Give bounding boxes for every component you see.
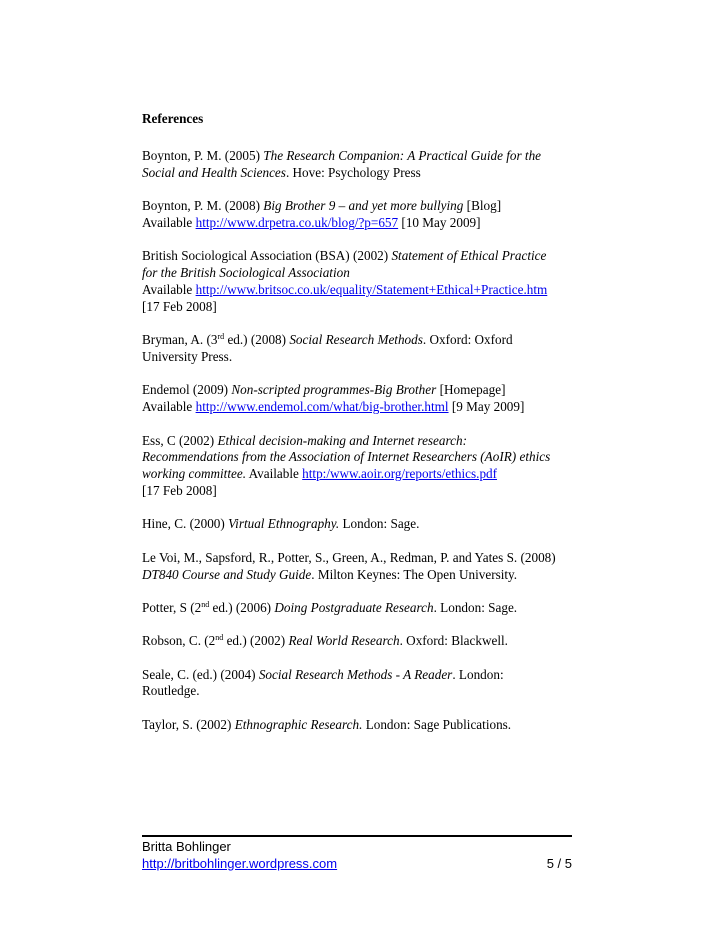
reference-text: Boynton, P. M. (2005) bbox=[142, 148, 264, 163]
title-text: Virtual Ethnography. bbox=[228, 516, 340, 532]
footer-divider bbox=[142, 835, 572, 837]
title-text: DT840 Course and Study Guide bbox=[142, 566, 312, 582]
reference-line bbox=[142, 265, 574, 282]
reference-text: ed.) (2006) bbox=[209, 599, 275, 615]
reference-line bbox=[142, 516, 574, 533]
title-text: Big Brother 9 – and yet more bullying bbox=[263, 198, 464, 214]
title-text: Statement of Ethical Practice bbox=[391, 248, 547, 264]
reference-entry bbox=[142, 633, 574, 650]
ordinal-suffix: nd bbox=[215, 633, 224, 643]
title-text: Recommendations from the Association of Internet Researchers (AoIR) ethics bbox=[142, 449, 551, 465]
reference-entry bbox=[142, 600, 574, 617]
reference-text: [17 Feb 2008] bbox=[142, 298, 217, 314]
reference-text: Endemol (2009) bbox=[142, 382, 232, 398]
reference-line bbox=[142, 165, 574, 182]
reference-text: Bryman, A. (3 bbox=[142, 332, 218, 348]
reference-text: [17 Feb 2008] bbox=[142, 482, 217, 498]
reference-entry bbox=[142, 516, 574, 533]
reference-line bbox=[142, 433, 574, 450]
reference-text: Le Voi, M., Sapsford, R., Potter, S., Green, A., Redman, P. and Yates S. (2008) bbox=[142, 549, 556, 565]
reference-link[interactable]: http:/www.aoir.org/reports/ethics.pdf bbox=[302, 466, 498, 482]
reference-entry bbox=[142, 148, 574, 182]
reference-text: [9 May 2009] bbox=[448, 399, 525, 415]
reference-line bbox=[142, 466, 574, 483]
footer-blog-link[interactable]: http://britbohlinger.wordpress.com bbox=[142, 855, 338, 871]
reference-entry bbox=[142, 382, 574, 416]
reference-line bbox=[142, 483, 574, 500]
title-text: Social Research Methods - A Reader bbox=[258, 666, 453, 682]
reference-text: London: Sage Publications. bbox=[362, 716, 512, 732]
reference-text: [Blog] bbox=[463, 198, 502, 214]
reference-text: Boynton, P. M. (2008) bbox=[142, 198, 264, 214]
reference-text: ed.) (2008) bbox=[224, 332, 290, 348]
reference-text: . Oxford: Oxford bbox=[422, 332, 513, 348]
title-text: Non-scripted programmes-Big Brother bbox=[231, 382, 437, 398]
page-number: 5 / 5 bbox=[546, 855, 572, 871]
title-text: Ethical decision-making and Internet research: bbox=[217, 432, 467, 448]
reference-line bbox=[142, 683, 574, 700]
reference-line bbox=[142, 600, 574, 617]
reference-line bbox=[142, 550, 574, 567]
reference-line bbox=[142, 215, 574, 232]
reference-link[interactable]: http://www.endemol.com/what/big-brother.html bbox=[195, 399, 449, 415]
reference-line bbox=[142, 717, 574, 734]
reference-entry bbox=[142, 667, 574, 701]
reference-text: Available bbox=[142, 399, 196, 415]
reference-text: British Sociological Association (BSA) (2002) bbox=[142, 248, 392, 264]
references-heading: References bbox=[142, 111, 204, 126]
reference-entry bbox=[142, 433, 574, 500]
reference-text: . London: bbox=[452, 666, 504, 682]
title-text: Doing Postgraduate Research bbox=[274, 599, 434, 615]
reference-line bbox=[142, 248, 574, 265]
reference-text: . Oxford: Blackwell. bbox=[399, 633, 508, 649]
title-text: Social Research Methods bbox=[289, 332, 423, 348]
reference-text: ed.) (2002) bbox=[223, 633, 289, 649]
reference-entry bbox=[142, 248, 574, 315]
title-text: The Research Companion: A Practical Guide for the bbox=[263, 148, 542, 163]
reference-text: . Hove: Psychology Press bbox=[285, 164, 421, 180]
ordinal-suffix: nd bbox=[201, 599, 210, 609]
reference-text: Available bbox=[142, 281, 196, 297]
reference-line bbox=[142, 148, 574, 165]
reference-text: Hine, C. (2000) bbox=[142, 516, 229, 532]
reference-text: Available bbox=[142, 214, 196, 230]
reference-text: Robson, C. (2 bbox=[142, 633, 216, 649]
reference-line bbox=[142, 667, 574, 684]
reference-line bbox=[142, 332, 574, 349]
reference-text: Available bbox=[246, 466, 303, 482]
reference-line bbox=[142, 282, 574, 299]
ordinal-suffix: rd bbox=[217, 332, 225, 342]
reference-line bbox=[142, 633, 574, 650]
reference-text: [10 May 2009] bbox=[398, 214, 481, 230]
reference-text: . London: Sage. bbox=[433, 599, 518, 615]
title-text: Social and Health Sciences bbox=[142, 164, 286, 180]
reference-text: Routledge. bbox=[142, 683, 200, 699]
reference-link[interactable]: http://www.britsoc.co.uk/equality/Statement+Ethical+Practice.htm bbox=[195, 281, 548, 297]
title-text: working committee. bbox=[142, 466, 247, 482]
title-text: Real World Research bbox=[288, 633, 400, 649]
title-text: for the British Sociological Association bbox=[142, 265, 350, 281]
reference-text: Taylor, S. (2002) bbox=[142, 716, 235, 732]
reference-text: Ess, C (2002) bbox=[142, 432, 218, 448]
reference-text: Seale, C. (ed.) (2004) bbox=[142, 666, 259, 682]
reference-entry bbox=[142, 550, 574, 584]
reference-text: London: Sage. bbox=[339, 516, 420, 532]
reference-link[interactable]: http://www.drpetra.co.uk/blog/?p=657 bbox=[195, 214, 399, 230]
reference-line bbox=[142, 382, 574, 399]
reference-text: University Press. bbox=[142, 348, 233, 364]
reference-line bbox=[142, 449, 574, 466]
reference-entry bbox=[142, 198, 574, 232]
title-text: Ethnographic Research. bbox=[234, 716, 363, 732]
reference-entry bbox=[142, 717, 574, 734]
reference-line bbox=[142, 399, 574, 416]
reference-line bbox=[142, 198, 574, 215]
reference-text: [Homepage] bbox=[436, 382, 506, 398]
page-footer bbox=[142, 839, 572, 872]
reference-text: Potter, S (2 bbox=[142, 599, 202, 615]
reference-line bbox=[142, 567, 574, 584]
reference-entry bbox=[142, 332, 574, 366]
footer-author: Britta Bohlinger bbox=[142, 839, 231, 854]
reference-line bbox=[142, 349, 574, 366]
reference-line bbox=[142, 299, 574, 316]
reference-text: . Milton Keynes: The Open University. bbox=[311, 566, 518, 582]
reference-list bbox=[142, 148, 574, 750]
